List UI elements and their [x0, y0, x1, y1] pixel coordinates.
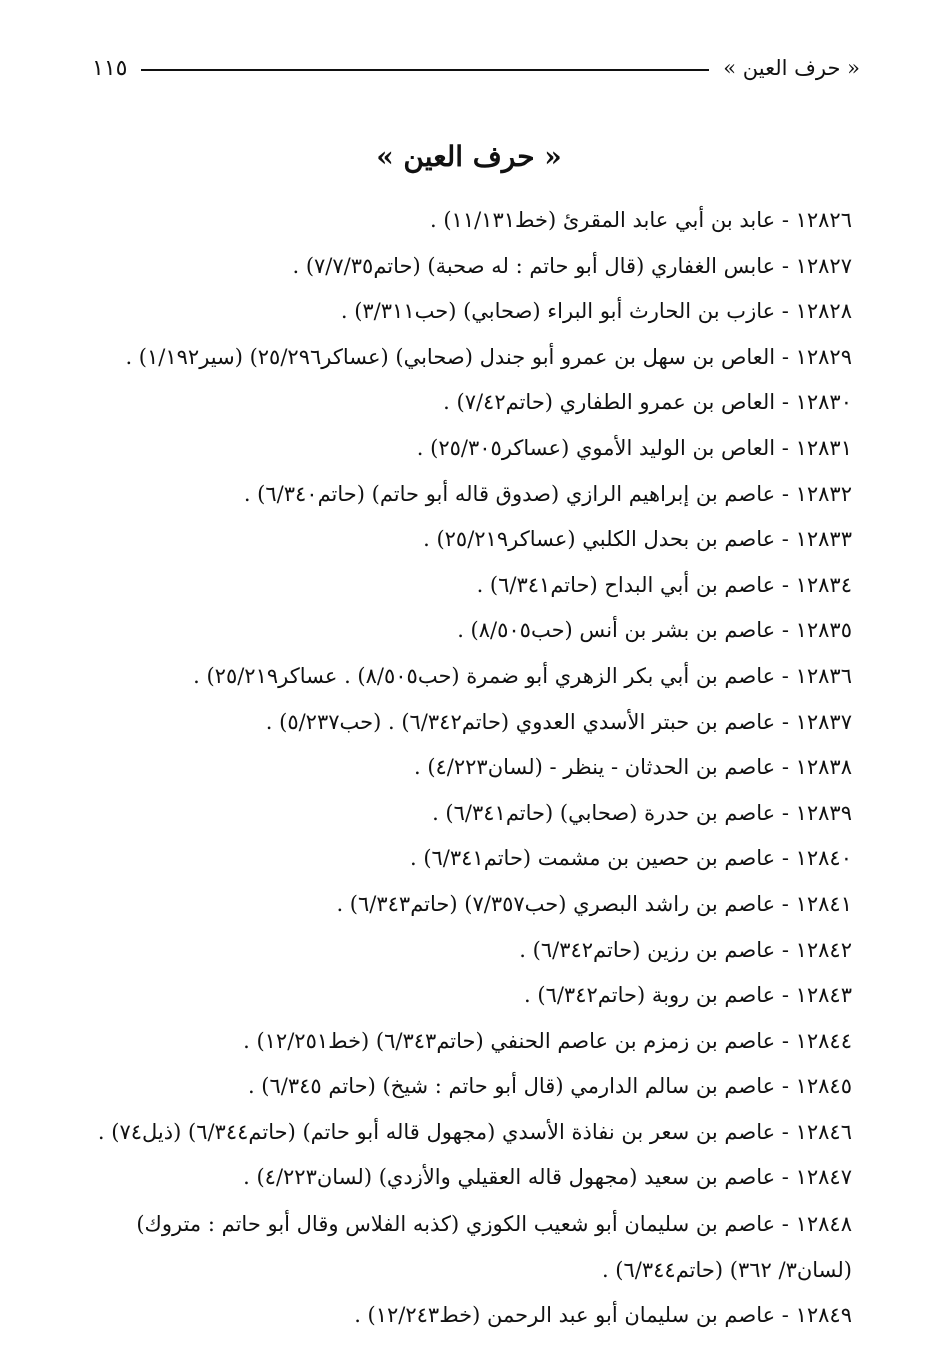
entry: ١٢٨٣٤ - عاصم بن أبي البداح (حاتم٦/٣٤١) .	[476, 572, 852, 597]
entry: ١٢٨٢٨ - عازب بن الحارث أبو البراء (صحابي) (حب٣/٣١١) .	[340, 299, 852, 324]
entry: ١٢٨٣٥ - عاصم بن بشر بن أنس (حب٨/٥٠٥) .	[457, 618, 852, 643]
entry: ١٢٨٣٩ - عاصم بن حدرة (صحابي) (حاتم٦/٣٤١) .	[432, 800, 852, 825]
entry: ١٢٨٤٤ - عاصم بن زمزم بن عاصم الحنفي (حاتم٦/٣٤٣) (خط١٢/٢٥١) .	[243, 1028, 852, 1053]
entry: ١٢٨٤٩ - عاصم بن سليمان أبو عبد الرحمن (خط١٢/٢٤٣) .	[354, 1303, 852, 1328]
entry: ١٢٨٤٣ - عاصم بن روبة (حاتم٦/٣٤٢) .	[524, 983, 852, 1008]
running-header	[92, 52, 860, 84]
entry: ١٢٨٣٦ - عاصم بن أبي بكر الزهري أبو ضمرة (حب٨/٥٠٥) . عساكر٢٥/٢١٩) .	[193, 663, 852, 688]
header-rule	[141, 69, 709, 71]
entry: ١٢٨٣٢ - عاصم بن إبراهيم الرازي (صدوق قاله أبو حاتم) (حاتم٦/٣٤٠) .	[243, 481, 852, 506]
entry: ١٢٨٤٥ - عاصم بن سالم الدارمي (قال أبو حاتم : شيخ) (حاتم ٦/٣٤٥) .	[247, 1074, 852, 1099]
entry: ١٢٨٢٧ - عابس الغفاري (قال أبو حاتم : له صحبة) (حاتم٧/٧/٣٥) .	[292, 253, 852, 278]
entry: ١٢٨٣٣ - عاصم بن بحدل الكلبي (عساكر٢٥/٢١٩) .	[423, 527, 852, 552]
entry-list	[70, 198, 852, 1339]
running-title: « حرف العين »	[723, 56, 860, 80]
page-number: ١١٥	[92, 55, 128, 81]
entry: ١٢٨٤٧ - عاصم بن سعيد (مجهول قاله العقيلي والأزدي) (لسان٤/٢٢٣) .	[243, 1165, 852, 1190]
entry: ١٢٨٤١ - عاصم بن راشد البصري (حب٧/٣٥٧) (حاتم٦/٣٤٣) .	[336, 891, 852, 916]
entry: ١٢٨٣٨ - عاصم بن الحدثان - ينظر - (لسان٤/٢٢٣) .	[413, 755, 852, 780]
entry: ١٢٨٢٩ - العاص بن سهل بن عمرو أبو جندل (صحابي) (عساكر٢٥/٢٩٦) (سير١/١٩٢) .	[125, 344, 852, 369]
entry: ١٢٨٤٠ - عاصم بن حصين بن مشمت (حاتم٦/٣٤١) .	[409, 846, 852, 871]
entry: ١٢٨٣١ - العاص بن الوليد الأموي (عساكر٢٥/٣٠٥) .	[416, 435, 852, 460]
entry: ١٢٨٤٨ - عاصم بن سليمان أبو شعيب الكوزي (كذبه الفلاس وقال أبو حاتم : متروك) (لسان٣/ ٣٦٢) (حاتم٦/٣٤٤) .	[136, 1212, 852, 1283]
entry: ١٢٨٣٧ - عاصم بن حبتر الأسدي العدوي (حاتم٦/٣٤٢) . (حب٥/٢٣٧) .	[265, 709, 852, 734]
entry: ١٢٨٤٢ - عاصم بن رزين (حاتم٦/٣٤٢) .	[519, 937, 852, 962]
entry: ١٢٨٢٦ - عابد بن أبي عابد المقرئ (خط١١/١٣١) .	[430, 208, 852, 232]
entry: ١٢٨٣٠ - العاص بن عمرو الطفاري (حاتم٧/٤٢) .	[443, 390, 852, 415]
entry: ١٢٨٤٦ - عاصم بن سعر بن نفاذة الأسدي (مجهول قاله أبو حاتم) (حاتم٦/٣٤٤) (ذيل٧٤) .	[97, 1119, 852, 1144]
chapter-title: « حرف العين »	[376, 140, 562, 173]
